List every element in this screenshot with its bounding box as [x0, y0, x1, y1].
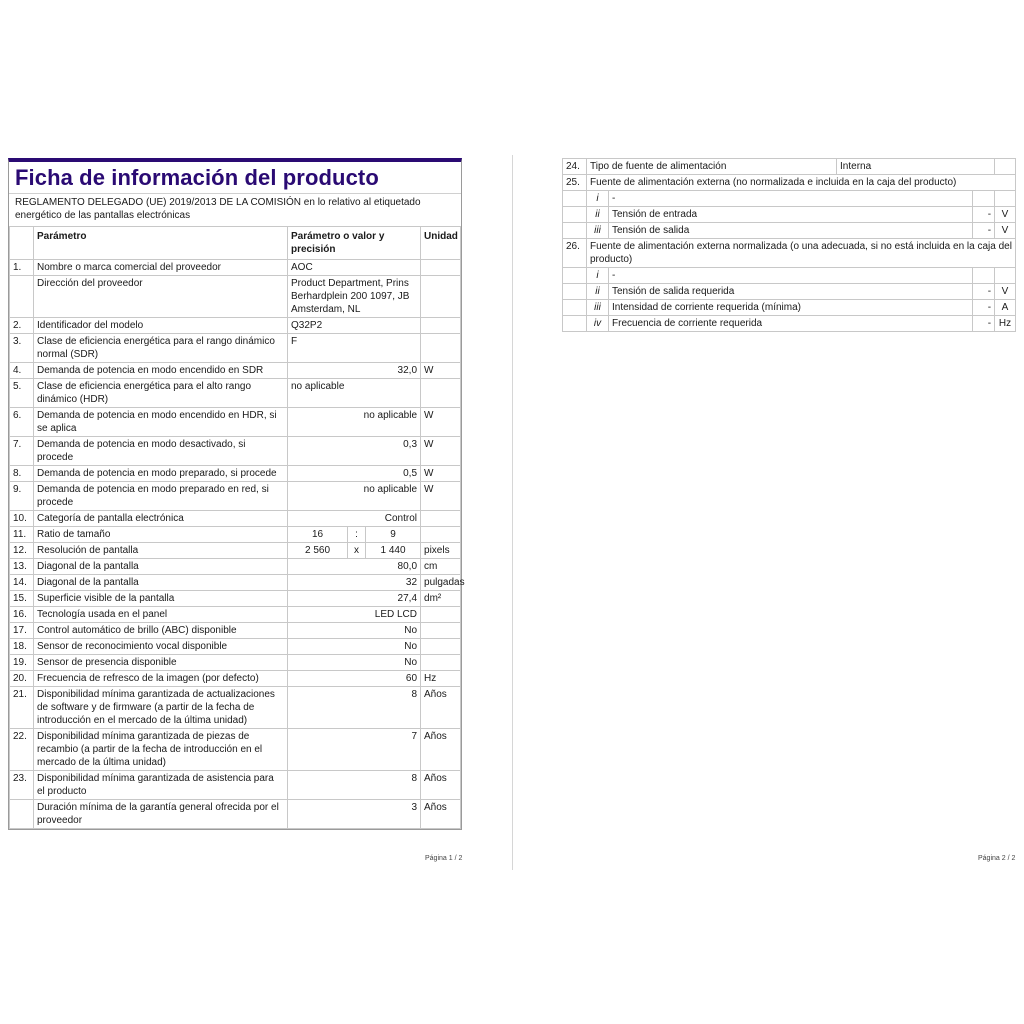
row-number: 2. [10, 318, 34, 334]
sub-unit: V [995, 284, 1016, 300]
row-unit: Años [421, 800, 461, 829]
row-number: 9. [10, 482, 34, 511]
row-label: Dirección del proveedor [34, 276, 288, 318]
row-unit [421, 334, 461, 363]
table-row [10, 671, 461, 687]
row-label: Diagonal de la pantalla [34, 559, 288, 575]
row-unit: Años [421, 771, 461, 800]
page-1 [8, 158, 465, 830]
resolution-height: 1 440 [366, 543, 421, 559]
row-value: 3 [288, 800, 421, 829]
row-number: 12. [10, 543, 34, 559]
row-unit: cm [421, 559, 461, 575]
table-row [10, 591, 461, 607]
table-row [10, 729, 461, 771]
row-number [563, 284, 587, 300]
header-number [10, 227, 34, 260]
table-row-24 [563, 159, 1016, 175]
row-value: Control [288, 511, 421, 527]
row-value: 8 [288, 771, 421, 800]
sub-row [563, 207, 1016, 223]
table-row [10, 575, 461, 591]
row-value: 27,4 [288, 591, 421, 607]
parameter-table [9, 226, 465, 829]
row-number: 13. [10, 559, 34, 575]
sub-row [563, 223, 1016, 239]
sub-unit: V [995, 207, 1016, 223]
row-unit: W [421, 482, 461, 511]
row-number: 8. [10, 466, 34, 482]
sub-value: - [973, 223, 995, 239]
sub-value [973, 191, 995, 207]
header-value: Parámetro o valor y precisión [288, 227, 421, 260]
row-value: 7 [288, 729, 421, 771]
table-row [10, 482, 461, 511]
sub-row [563, 268, 1016, 284]
row-number [10, 800, 34, 829]
table-row [10, 408, 461, 437]
row-label: Tipo de fuente de alimentación [587, 159, 837, 175]
row-label: Nombre o marca comercial del proveedor [34, 260, 288, 276]
row-unit: W [421, 363, 461, 379]
sub-roman: i [587, 191, 609, 207]
row-label: Sensor de presencia disponible [34, 655, 288, 671]
row-label: Fuente de alimentación externa (no normalizada e incluida en la caja del producto) [587, 175, 1016, 191]
row-label: Clase de eficiencia energética para el alto rango dinámico (HDR) [34, 379, 288, 408]
page-divider [512, 155, 513, 870]
table-row [10, 639, 461, 655]
row-number: 5. [10, 379, 34, 408]
sub-value: - [973, 300, 995, 316]
table-header [10, 227, 461, 260]
row-value: Q32P2 [288, 318, 421, 334]
row-unit: dm² [421, 591, 461, 607]
regulation-reference: REGLAMENTO DELEGADO (UE) 2019/2013 DE LA COMISIÓN [15, 197, 302, 208]
row-label: Duración mínima de la garantía general ofrecida por el proveedor [34, 800, 288, 829]
table-row-ratio [10, 527, 461, 543]
sub-roman: iv [587, 316, 609, 332]
row-value: LED LCD [288, 607, 421, 623]
row-label: Sensor de reconocimiento vocal disponible [34, 639, 288, 655]
row-number: 7. [10, 437, 34, 466]
table-row [10, 511, 461, 527]
sub-label: - [609, 191, 973, 207]
table-row [10, 260, 461, 276]
row-label: Demanda de potencia en modo preparado en red, si procede [34, 482, 288, 511]
table-row-26 [563, 239, 1016, 268]
page-1-footer: Página 1 / 2 [425, 855, 463, 862]
table-row [10, 466, 461, 482]
ratio-separator: : [348, 527, 366, 543]
row-number [10, 276, 34, 318]
row-number: 4. [10, 363, 34, 379]
row-unit: pulgadas [421, 575, 461, 591]
sub-label: Tensión de entrada [609, 207, 973, 223]
row-label: Demanda de potencia en modo desactivado, si procede [34, 437, 288, 466]
sub-roman: iii [587, 223, 609, 239]
header-unit: Unidad [421, 227, 461, 260]
row-number: 22. [10, 729, 34, 771]
table-row [10, 687, 461, 729]
row-value: Interna [837, 159, 995, 175]
sub-row [563, 300, 1016, 316]
row-number: 19. [10, 655, 34, 671]
row-value: F [288, 334, 421, 363]
row-unit: Años [421, 729, 461, 771]
sub-unit: A [995, 300, 1016, 316]
row-label: Clase de eficiencia energética para el rango dinámico normal (SDR) [34, 334, 288, 363]
row-number: 10. [10, 511, 34, 527]
row-number [563, 207, 587, 223]
sub-unit: V [995, 223, 1016, 239]
row-unit: W [421, 437, 461, 466]
resolution-separator: x [348, 543, 366, 559]
sub-roman: ii [587, 207, 609, 223]
table-row [10, 623, 461, 639]
row-unit [421, 276, 461, 318]
table-row [10, 800, 461, 829]
row-number: 21. [10, 687, 34, 729]
row-value: 0,3 [288, 437, 421, 466]
row-value: 60 [288, 671, 421, 687]
row-label: Ratio de tamaño [34, 527, 288, 543]
row-label: Disponibilidad mínima garantizada de asistencia para el producto [34, 771, 288, 800]
row-number: 16. [10, 607, 34, 623]
row-number [563, 300, 587, 316]
row-value: no aplicable [288, 379, 421, 408]
row-number [563, 223, 587, 239]
page-title: Ficha de información del producto [15, 165, 379, 190]
row-value: no aplicable [288, 408, 421, 437]
table-row [10, 379, 461, 408]
row-label: Frecuencia de refresco de la imagen (por defecto) [34, 671, 288, 687]
table-row [10, 607, 461, 623]
row-value: Product Department, Prins Berhardplein 200 1097, JB Amsterdam, NL [288, 276, 421, 318]
row-label: Disponibilidad mínima garantizada de actualizaciones de software y de firmware (a partir de la fecha de introducción en el mercado de la última unidad) [34, 687, 288, 729]
row-value: no aplicable [288, 482, 421, 511]
row-unit [421, 379, 461, 408]
row-unit [421, 511, 461, 527]
sub-unit [995, 268, 1016, 284]
ratio-height: 9 [366, 527, 421, 543]
row-label: Categoría de pantalla electrónica [34, 511, 288, 527]
sub-value: - [973, 207, 995, 223]
row-unit: pixels [421, 543, 461, 559]
row-number: 23. [10, 771, 34, 800]
row-unit: Años [421, 687, 461, 729]
row-number: 26. [563, 239, 587, 268]
row-value: 80,0 [288, 559, 421, 575]
row-label: Demanda de potencia en modo encendido en SDR [34, 363, 288, 379]
row-unit: W [421, 466, 461, 482]
row-value: 0,5 [288, 466, 421, 482]
table-row-25 [563, 175, 1016, 191]
row-value: No [288, 623, 421, 639]
sub-unit [995, 191, 1016, 207]
sub-label: Tensión de salida requerida [609, 284, 973, 300]
sub-roman: i [587, 268, 609, 284]
header-parameter: Parámetro [34, 227, 288, 260]
row-number: 15. [10, 591, 34, 607]
page-2 [562, 158, 1016, 332]
table-row [10, 276, 461, 318]
row-number: 1. [10, 260, 34, 276]
row-unit [421, 639, 461, 655]
row-value: No [288, 655, 421, 671]
row-unit [421, 607, 461, 623]
row-label: Demanda de potencia en modo preparado, si procede [34, 466, 288, 482]
table-row-resolution [10, 543, 461, 559]
sub-row [563, 316, 1016, 332]
sub-roman: ii [587, 284, 609, 300]
row-label: Superficie visible de la pantalla [34, 591, 288, 607]
regulation-subtitle [9, 193, 461, 226]
row-label: Resolución de pantalla [34, 543, 288, 559]
product-info-sheet [8, 158, 465, 830]
row-value: No [288, 639, 421, 655]
row-value: 8 [288, 687, 421, 729]
sub-value: - [973, 284, 995, 300]
sub-value: - [973, 316, 995, 332]
sub-roman: iii [587, 300, 609, 316]
row-value: 32,0 [288, 363, 421, 379]
row-value: 32 [288, 575, 421, 591]
row-number: 3. [10, 334, 34, 363]
sub-value [973, 268, 995, 284]
power-supply-table [562, 158, 1016, 332]
row-number: 25. [563, 175, 587, 191]
row-number: 18. [10, 639, 34, 655]
table-row [10, 559, 461, 575]
row-unit: W [421, 408, 461, 437]
resolution-width: 2 560 [288, 543, 348, 559]
row-unit [995, 159, 1016, 175]
row-number: 17. [10, 623, 34, 639]
row-number [563, 191, 587, 207]
row-label: Demanda de potencia en modo encendido en HDR, si se aplica [34, 408, 288, 437]
table-row [10, 655, 461, 671]
table-row [10, 771, 461, 800]
table-row [10, 318, 461, 334]
row-label: Fuente de alimentación externa normalizada (o una adecuada, si no está incluida en la caja del producto) [587, 239, 1016, 268]
sub-label: - [609, 268, 973, 284]
row-label: Disponibilidad mínima garantizada de piezas de recambio (a partir de la fecha de introducción en el mercado de la última unidad) [34, 729, 288, 771]
sub-label: Tensión de salida [609, 223, 973, 239]
row-number: 20. [10, 671, 34, 687]
row-number: 14. [10, 575, 34, 591]
table-row [10, 334, 461, 363]
row-label: Diagonal de la pantalla [34, 575, 288, 591]
row-unit [421, 318, 461, 334]
row-number [563, 268, 587, 284]
row-number [563, 316, 587, 332]
row-unit [421, 655, 461, 671]
sub-label: Intensidad de corriente requerida (mínima) [609, 300, 973, 316]
row-label: Tecnología usada en el panel [34, 607, 288, 623]
sub-row [563, 284, 1016, 300]
row-number: 24. [563, 159, 587, 175]
sub-unit: Hz [995, 316, 1016, 332]
row-label: Control automático de brillo (ABC) disponible [34, 623, 288, 639]
row-unit [421, 260, 461, 276]
page-2-footer: Página 2 / 2 [978, 855, 1016, 862]
row-number: 6. [10, 408, 34, 437]
row-label: Identificador del modelo [34, 318, 288, 334]
regulation-description: en lo relativo al etiquetado energético de las pantallas electrónicas [15, 197, 421, 221]
row-unit: Hz [421, 671, 461, 687]
sub-row [563, 191, 1016, 207]
row-number: 11. [10, 527, 34, 543]
row-value: AOC [288, 260, 421, 276]
sub-label: Frecuencia de corriente requerida [609, 316, 973, 332]
row-unit [421, 527, 461, 543]
row-unit [421, 623, 461, 639]
table-row [10, 437, 461, 466]
ratio-width: 16 [288, 527, 348, 543]
table-row [10, 363, 461, 379]
